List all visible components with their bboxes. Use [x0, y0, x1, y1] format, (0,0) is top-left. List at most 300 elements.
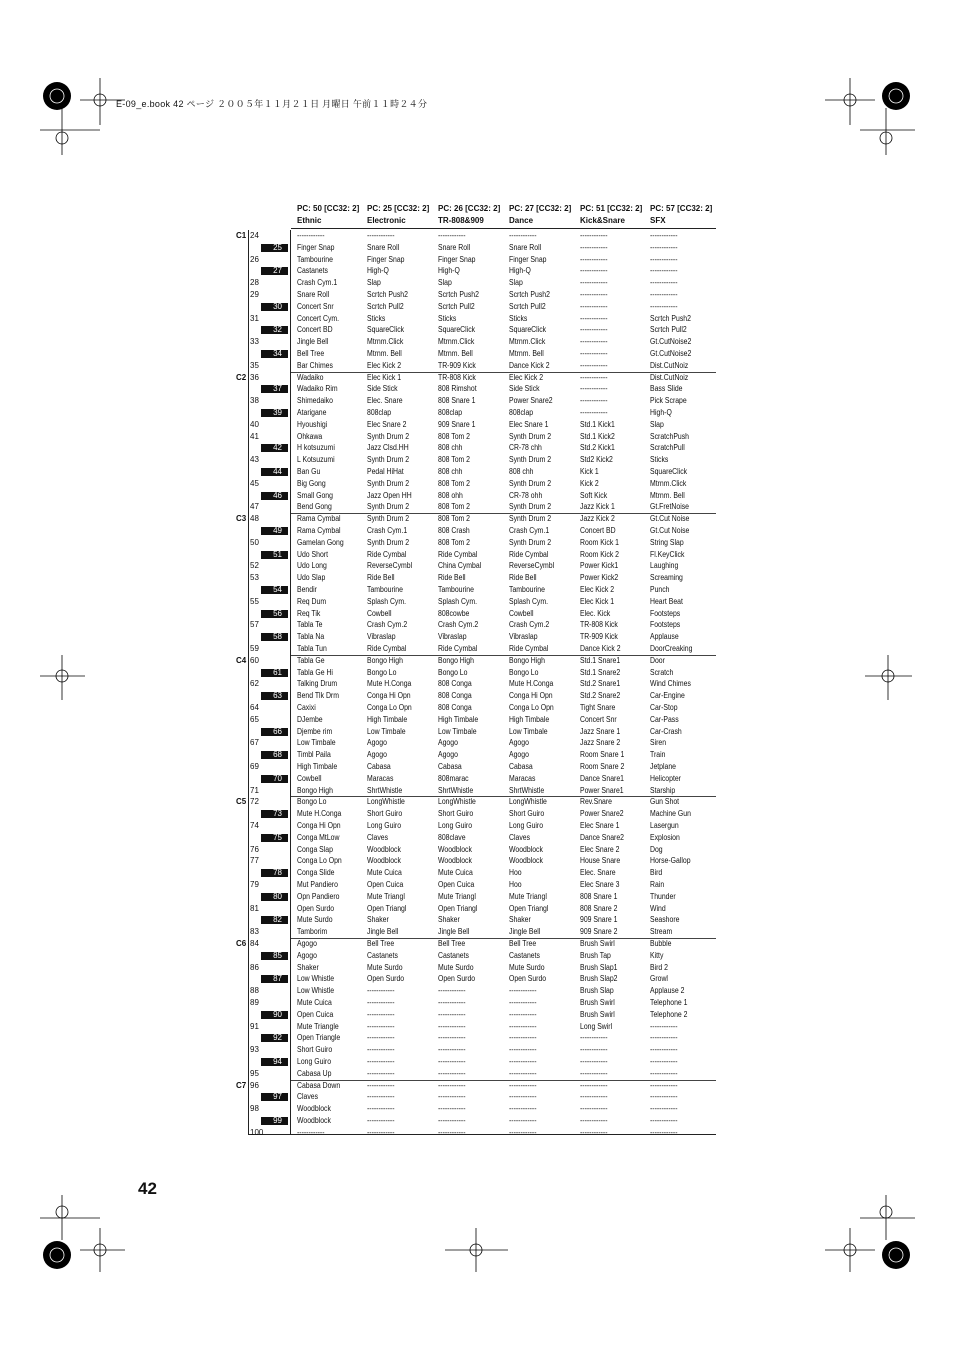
table-cell: Conga Lo Opn — [367, 703, 412, 712]
key-number: 74 — [250, 821, 259, 830]
table-cell: 909 Snare 2 — [580, 927, 618, 937]
table-cell: Mut Pandiero — [297, 880, 338, 889]
table-cell: ------------ — [438, 1116, 466, 1125]
table-cell: Atarigane — [297, 408, 327, 417]
table-cell: Agogo — [367, 738, 387, 748]
key-number: 87 — [273, 974, 282, 984]
key-number: 39 — [273, 408, 282, 417]
octave-label: C5 — [236, 797, 247, 807]
table-cell: ------------ — [509, 1092, 537, 1102]
table-cell: Jazz Clsd.HH — [367, 443, 409, 453]
table-cell: Elec Kick 2 — [580, 585, 615, 594]
table-cell: Synth Drum 2 — [509, 455, 552, 465]
key-number: 54 — [273, 585, 282, 594]
table-cell: Elec. Snare — [367, 396, 403, 406]
table-cell: Cabasa — [367, 762, 391, 771]
octave-label: C6 — [236, 939, 247, 948]
column-kit-name: Kick&Snare — [580, 216, 625, 225]
table-cell: Gt.Cut Noise — [650, 514, 690, 524]
table-cell: 808clap — [438, 408, 463, 417]
table-cell: Elec Snare 1 — [580, 821, 620, 830]
table-cell: Mtrnm. Bell — [367, 349, 402, 358]
key-number: 30 — [273, 301, 282, 311]
table-cell: 808clap — [509, 408, 534, 417]
table-cell: Castanets — [297, 266, 328, 276]
table-cell: Agogo — [297, 950, 317, 960]
table-cell: Car-Crash — [650, 726, 682, 736]
table-cell: Rama Cymbal — [297, 514, 341, 524]
table-cell: Wadaiko Rim — [297, 384, 338, 394]
table-cell: Low Timbale — [438, 726, 477, 736]
table-cell: 808 chh — [438, 443, 463, 453]
table-cell: Rev.Snare — [580, 797, 612, 807]
table-cell: ------------ — [367, 1033, 395, 1043]
table-cell: ------------ — [367, 1068, 395, 1078]
key-number: 33 — [250, 337, 259, 347]
table-cell: Cabasa Up — [297, 1068, 332, 1078]
table-cell: Synth Drum 2 — [509, 502, 552, 512]
table-cell: Low Timbale — [297, 738, 336, 748]
table-cell: ------------ — [580, 1057, 608, 1066]
table-cell: Splash Cym. — [509, 596, 549, 606]
table-cell: 808 Tom 2 — [438, 455, 471, 465]
key-number: 44 — [273, 467, 282, 476]
key-number: 90 — [273, 1009, 282, 1019]
table-cell: LongWhistle — [509, 797, 547, 807]
table-cell: Jazz Kick 2 — [580, 514, 615, 524]
key-number: 25 — [273, 242, 282, 252]
table-cell: Maracas — [367, 773, 394, 783]
table-cell: Bubble — [650, 939, 672, 948]
table-cell: Punch — [650, 585, 670, 594]
table-cell: ------------ — [580, 360, 608, 370]
table-cell: ShrtWhistle — [367, 785, 403, 795]
table-cell: Woodblock — [367, 856, 401, 866]
table-cell: Mute Triangle — [297, 1021, 339, 1031]
table-cell: Cowbell — [509, 608, 534, 618]
column-header — [367, 203, 437, 227]
table-cell: ------------ — [580, 231, 608, 240]
key-number: 72 — [250, 797, 259, 807]
table-cell: Short Guiro — [367, 809, 403, 819]
column-header — [509, 203, 579, 227]
table-cell: ReverseCymbl — [367, 561, 413, 571]
table-cell: CR-78 ohh — [509, 490, 543, 500]
table-cell: Elec Kick 1 — [580, 596, 615, 606]
table-cell: Bar Chimes — [297, 360, 333, 370]
table-cell: Crash Cym.2 — [438, 620, 479, 630]
table-cell: ------------ — [580, 396, 608, 406]
table-cell: ReverseCymbl — [509, 561, 555, 571]
table-cell: Bongo Lo — [297, 797, 327, 807]
key-number: 68 — [273, 750, 282, 760]
key-number: 75 — [273, 832, 282, 842]
table-cell: ------------ — [580, 349, 608, 358]
table-cell: Woodblock — [367, 844, 401, 854]
table-cell: Agogo — [438, 738, 458, 748]
table-cell: Conga Lo Opn — [297, 856, 342, 866]
table-cell: Long Guiro — [509, 821, 544, 830]
key-number: 48 — [250, 514, 259, 524]
table-cell: Agogo — [509, 750, 529, 760]
table-cell: Car-Stop — [650, 703, 678, 712]
table-cell: Elec. Kick — [580, 608, 611, 618]
table-cell: ------------ — [438, 1080, 466, 1090]
key-number: 86 — [250, 962, 259, 972]
key-number: 65 — [250, 714, 259, 724]
table-cell: Snare Roll — [297, 290, 330, 299]
table-cell: Mute H.Conga — [509, 679, 554, 689]
table-cell: High-Q — [509, 266, 531, 276]
table-cell: ------------ — [650, 266, 678, 276]
table-cell: Shimedaiko — [297, 396, 333, 406]
table-cell: Mtrnm. Bell — [650, 490, 685, 500]
table-cell: Synth Drum 2 — [509, 537, 552, 547]
table-cell: Mute Triangl — [509, 891, 547, 901]
table-cell: Conga MtLow — [297, 832, 340, 842]
table-cell: Dance Kick 2 — [580, 644, 621, 653]
table-cell: Dance Snare1 — [580, 773, 624, 783]
table-cell: ------------ — [650, 1068, 678, 1078]
table-cell: Bongo Lo — [367, 667, 397, 677]
table-cell: Tambourine — [438, 585, 474, 594]
table-cell: Tabla Na — [297, 632, 325, 642]
table-cell: Open Triangl — [438, 903, 478, 913]
table-cell: SquareClick — [650, 467, 688, 476]
column-header — [438, 203, 508, 227]
key-number: 49 — [273, 526, 282, 535]
table-cell: Sticks — [509, 313, 528, 323]
table-cell: Scrtch Pull2 — [438, 301, 475, 311]
table-cell: Heart Beat — [650, 596, 683, 606]
table-cell: Gt.CutNoise2 — [650, 337, 692, 347]
table-cell: Jingle Bell — [438, 927, 470, 937]
table-cell: High Timbale — [297, 762, 338, 771]
table-cell: TR-808 Kick — [580, 620, 618, 630]
table-cell: Std.2 Snare1 — [580, 679, 621, 689]
table-cell: 808 Snare 1 — [438, 396, 476, 406]
key-number: 82 — [273, 915, 282, 925]
table-cell: ------------ — [580, 1092, 608, 1102]
table-cell: 909 Snare 1 — [438, 419, 476, 429]
table-cell: Kitty — [650, 950, 664, 960]
table-cell: Bell Tree — [438, 939, 466, 948]
key-number: 66 — [273, 726, 282, 736]
key-number: 73 — [273, 809, 282, 819]
table-cell: Elec Kick 2 — [509, 372, 544, 382]
table-cell: ------------ — [580, 242, 608, 252]
table-cell: Shaker — [297, 962, 319, 972]
table-cell: Ban Gu — [297, 467, 321, 476]
key-number: 89 — [250, 998, 259, 1007]
table-cell: Tight Snare — [580, 703, 616, 712]
table-cell: Short Guiro — [297, 1045, 333, 1055]
key-number: 63 — [273, 691, 282, 701]
table-cell: 808 Tom 2 — [438, 431, 471, 441]
table-cell: Brush Slap1 — [580, 962, 618, 972]
key-number: 92 — [273, 1033, 282, 1043]
table-cell: 808 Conga — [438, 691, 472, 701]
table-cell: H kotsuzumi — [297, 443, 335, 453]
table-cell: Synth Drum 2 — [509, 514, 552, 524]
table-cell: ------------ — [580, 1127, 608, 1137]
table-cell: Car-Pass — [650, 714, 679, 724]
table-cell: Shaker — [509, 915, 531, 925]
key-number: 55 — [250, 596, 259, 606]
key-number: 93 — [250, 1045, 259, 1055]
table-cell: ------------ — [438, 986, 466, 996]
table-cell: Kick 1 — [580, 467, 599, 476]
table-cell: Long Guiro — [297, 1057, 332, 1066]
table-cell: SquareClick — [367, 325, 405, 335]
table-cell: Shaker — [367, 915, 389, 925]
table-cell: Open Triangle — [297, 1033, 341, 1043]
table-cell: Dance Snare2 — [580, 832, 624, 842]
column-pc: PC: 50 [CC32: 2] — [297, 204, 360, 213]
key-number: 28 — [250, 278, 259, 288]
table-cell: Bird — [650, 868, 663, 878]
table-cell: Cabasa — [509, 762, 533, 771]
table-cell: Ride Bell — [509, 573, 537, 583]
table-cell: 808 Tom 2 — [438, 478, 471, 488]
table-cell: ------------ — [367, 1127, 395, 1137]
table-cell: High-Q — [438, 266, 460, 276]
table-cell: Concert Snr — [580, 714, 617, 724]
table-cell: L Kotsuzumi — [297, 455, 335, 465]
key-number: 31 — [250, 313, 259, 323]
key-number: 81 — [250, 903, 259, 913]
table-cell: Elec Kick 2 — [367, 360, 402, 370]
table-cell: Woodblock — [297, 1116, 331, 1125]
table-cell: ------------ — [580, 1045, 608, 1055]
key-number: 35 — [250, 360, 259, 370]
table-cell: TR-909 Kick — [580, 632, 618, 642]
octave-label: C4 — [236, 655, 247, 665]
table-cell: Dog — [650, 844, 663, 854]
octave-label: C1 — [236, 231, 247, 240]
key-number: 67 — [250, 738, 259, 748]
table-cell: Gun Shot — [650, 797, 680, 807]
table-cell: ------------ — [509, 1057, 537, 1066]
table-cell: Snare Roll — [509, 242, 542, 252]
table-cell: Soft Kick — [580, 490, 608, 500]
table-cell: Finger Snap — [438, 254, 476, 264]
table-cell: Open Surdo — [367, 974, 405, 984]
table-cell: Scrtch Push2 — [367, 290, 408, 299]
table-cell: ------------ — [509, 1009, 537, 1019]
table-cell: Req Tik — [297, 608, 321, 618]
table-cell: Short Guiro — [438, 809, 474, 819]
table-cell: Bell Tree — [509, 939, 537, 948]
table-cell: Jazz Snare 1 — [580, 726, 621, 736]
table-cell: Scratch — [650, 667, 674, 677]
table-cell: ------------ — [580, 254, 608, 264]
key-number: 64 — [250, 703, 259, 712]
column-pc: PC: 25 [CC32: 2] — [367, 204, 430, 213]
table-cell: Agogo — [297, 939, 317, 948]
table-cell: Open Cuica — [367, 880, 404, 889]
table-cell: Room Kick 1 — [580, 537, 620, 547]
table-cell: Bird 2 — [650, 962, 668, 972]
table-cell: Maracas — [509, 773, 536, 783]
table-cell: Brush Tap — [580, 950, 611, 960]
table-cell: ------------ — [438, 998, 466, 1007]
table-cell: DJembe — [297, 714, 323, 724]
table-cell: Synth Drum 2 — [367, 514, 410, 524]
table-cell: Machine Gun — [650, 809, 691, 819]
page-number: 42 — [138, 1179, 157, 1198]
table-cell: Explosion — [650, 832, 680, 842]
table-cell: Mute Cuica — [367, 868, 402, 878]
table-cell: Ride Bell — [367, 573, 395, 583]
table-cell: High-Q — [367, 266, 389, 276]
table-cell: Castanets — [438, 950, 469, 960]
table-cell: Slap — [438, 278, 452, 288]
table-cell: Jazz Snare 2 — [580, 738, 621, 748]
table-cell: Jingle Bell — [367, 927, 399, 937]
table-cell: Applause 2 — [650, 986, 685, 996]
table-cell: Claves — [367, 832, 389, 842]
table-cell: Djembe rim — [297, 726, 333, 736]
table-cell: Claves — [297, 1092, 319, 1102]
table-cell: Brush Swirl — [580, 939, 615, 948]
key-number: 94 — [273, 1057, 282, 1066]
table-cell: Woodblock — [509, 856, 543, 866]
key-number: 85 — [273, 950, 282, 960]
table-cell: Finger Snap — [297, 242, 335, 252]
table-cell: 808clave — [438, 832, 466, 842]
table-cell: ------------ — [580, 301, 608, 311]
table-cell: Bell Tree — [367, 939, 395, 948]
table-cell: Slap — [367, 278, 381, 288]
table-cell: Castanets — [509, 950, 540, 960]
table-cell: ------------ — [367, 1092, 395, 1102]
key-number: 50 — [250, 537, 259, 547]
table-cell: Rama Cymbal — [297, 526, 341, 535]
table-cell: ------------ — [509, 1104, 537, 1114]
table-cell: ------------ — [367, 986, 395, 996]
column-pc: PC: 26 [CC32: 2] — [438, 204, 501, 213]
table-cell: Siren — [650, 738, 667, 748]
table-cell: ------------ — [650, 242, 678, 252]
table-cell: China Cymbal — [438, 561, 482, 571]
table-cell: High Timbale — [438, 714, 479, 724]
table-cell: Concert BD — [580, 526, 616, 535]
table-cell: Std.2 Snare2 — [580, 691, 621, 701]
key-number: 38 — [250, 396, 259, 406]
table-cell: Std.1 Kick2 — [580, 431, 615, 441]
key-number: 37 — [273, 384, 282, 394]
key-number: 56 — [273, 608, 282, 618]
table-cell: Scrtch Pull2 — [509, 301, 546, 311]
table-cell: Room Kick 2 — [580, 549, 620, 559]
table-cell: Open Triangl — [367, 903, 407, 913]
table-cell: Vibraslap — [438, 632, 467, 642]
key-number: 51 — [273, 549, 282, 559]
key-number: 34 — [273, 349, 282, 358]
table-cell: Low Whistle — [297, 974, 335, 984]
table-cell: Short Guiro — [509, 809, 545, 819]
key-number: 41 — [250, 431, 259, 441]
table-cell: Brush Slap — [580, 986, 614, 996]
table-cell: 808 Tom 2 — [438, 514, 471, 524]
table-cell: Mute Surdo — [438, 962, 474, 972]
table-cell: ShrtWhistle — [438, 785, 474, 795]
table-cell: Crash Cym.2 — [509, 620, 550, 630]
table-cell: Long Guiro — [367, 821, 402, 830]
table-cell: Bongo High — [438, 655, 474, 665]
table-cell: Std2 Kick2 — [580, 455, 613, 465]
table-cell: Udo Long — [297, 561, 327, 571]
table-cell: Wind Chimes — [650, 679, 691, 689]
key-number: 79 — [250, 880, 259, 889]
table-cell: Hyoushigi — [297, 419, 328, 429]
table-cell: Starship — [650, 785, 676, 795]
table-cell: ------------ — [650, 1045, 678, 1055]
table-cell: ------------ — [438, 1009, 466, 1019]
table-cell: 808 Tom 2 — [438, 537, 471, 547]
table-cell: ------------ — [580, 1033, 608, 1043]
key-number: 88 — [250, 986, 259, 996]
table-cell: Room Snare 2 — [580, 762, 625, 771]
table-cell: ------------ — [367, 231, 395, 240]
table-cell: ------------ — [580, 1104, 608, 1114]
table-cell: Open Surdo — [509, 974, 547, 984]
print-header: E-09_e.book 42 ページ ２００５年１１月２１日 月曜日 午前１１時２４分 — [116, 99, 428, 109]
table-cell: Small Gong — [297, 490, 333, 500]
table-cell: Thunder — [650, 891, 676, 901]
table-cell: Vibraslap — [367, 632, 396, 642]
table-cell: Scrtch Push2 — [509, 290, 550, 299]
table-cell: Mtrnm.Click — [509, 337, 546, 347]
column-kit-name: SFX — [650, 216, 666, 225]
table-cell: Helicopter — [650, 773, 681, 783]
table-cell: ------------ — [650, 1092, 678, 1102]
key-number: 97 — [273, 1092, 282, 1102]
table-cell: Low Whistle — [297, 986, 335, 996]
table-cell: SquareClick — [438, 325, 476, 335]
table-cell: Mtrnm.Click — [367, 337, 404, 347]
table-cell: Cowbell — [297, 773, 322, 783]
table-cell: ------------ — [509, 1116, 537, 1125]
table-cell: Big Gong — [297, 478, 326, 488]
table-cell: Scrtch Pull2 — [650, 325, 687, 335]
table-cell: 808 Snare 2 — [580, 903, 618, 913]
table-cell: ------------ — [509, 231, 537, 240]
table-cell: Crash Cym.1 — [367, 526, 408, 535]
octave-label: C3 — [236, 514, 247, 524]
table-cell: ------------ — [367, 1116, 395, 1125]
column-kit-name: TR-808&909 — [438, 216, 484, 225]
table-cell: Mtrnm.Click — [438, 337, 475, 347]
key-number: 43 — [250, 455, 259, 465]
table-cell: Ohkawa — [297, 431, 323, 441]
table-cell: Conga Hi Opn — [297, 821, 341, 830]
table-cell: Rain — [650, 880, 665, 889]
table-cell: ------------ — [367, 1104, 395, 1114]
table-cell: Telephone 1 — [650, 998, 688, 1007]
table-cell: ------------ — [580, 1068, 608, 1078]
key-number: 62 — [250, 679, 259, 689]
table-cell: Jingle Bell — [297, 337, 329, 347]
table-cell: ------------ — [509, 1045, 537, 1055]
table-cell: ------------ — [580, 372, 608, 382]
key-number: 40 — [250, 419, 259, 429]
table-cell: Dance Kick 2 — [509, 360, 550, 370]
table-cell: ------------ — [580, 313, 608, 323]
table-cell: ------------ — [650, 278, 678, 288]
table-cell: Lasergun — [650, 821, 679, 830]
